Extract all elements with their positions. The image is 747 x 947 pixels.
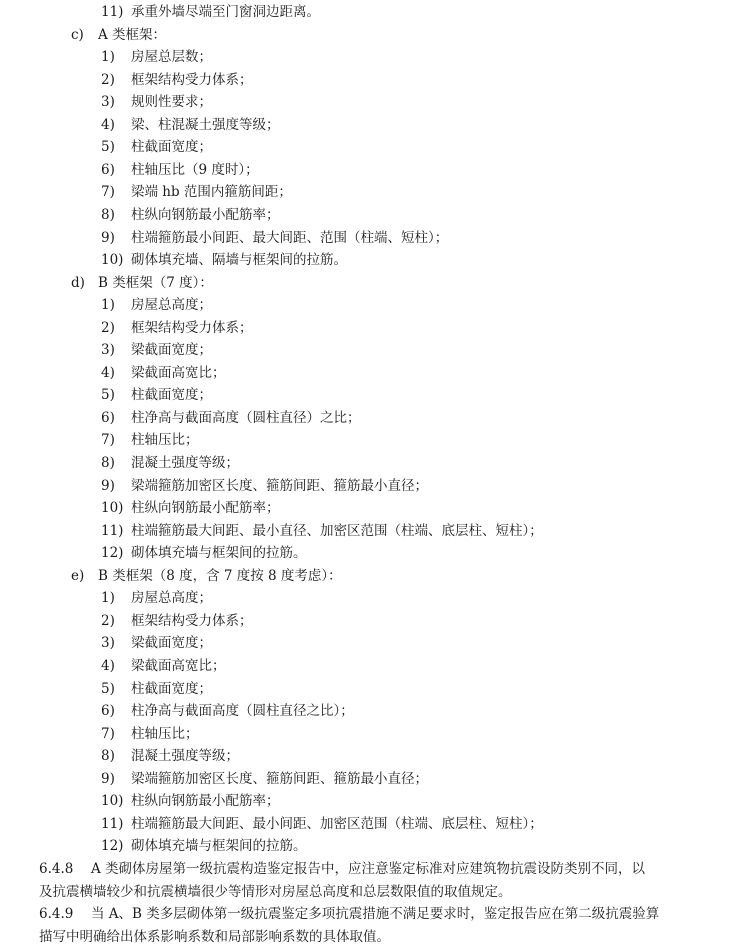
list-item-number: 3) <box>101 342 115 359</box>
list-item-number: 1) <box>101 297 115 314</box>
list-item-text: 柱截面宽度； <box>131 139 212 156</box>
list-item-number: 7) <box>101 184 115 201</box>
list-item-text: 柱净高与截面高度（圆柱直径）之比； <box>131 409 361 426</box>
list-item-number: 8) <box>101 748 115 765</box>
list-item-number: 1) <box>101 49 115 66</box>
section-title: A 类框架： <box>98 26 167 43</box>
clause-continuation: 描写中明确给出体系影响系数和局部影响系数的具体取值。 <box>39 928 390 945</box>
list-item-text: 砌体填充墙、隔墙与框架间的拉筋。 <box>131 252 347 269</box>
list-item-number: 10) <box>101 793 124 810</box>
section-label: c) <box>71 26 84 43</box>
list-item-text: 承重外墙尽端至门窗洞边距离。 <box>131 4 320 20</box>
list-item-text: 柱截面宽度； <box>131 387 212 404</box>
list-item-text: 框架结构受力体系； <box>131 71 253 88</box>
list-item-number: 5) <box>101 387 115 404</box>
list-item-text: 梁截面高宽比； <box>131 658 226 674</box>
list-item-number: 10) <box>101 500 124 517</box>
list-item-text: 柱纵向钢筋最小配筋率； <box>131 793 280 810</box>
list-item-text: 框架结构受力体系； <box>131 612 253 629</box>
list-item-number: 12) <box>101 545 124 562</box>
list-item-number: 5) <box>101 680 115 697</box>
list-item-text: 梁端 hb 范围内箍筋间距； <box>131 184 292 201</box>
list-item-text: 柱净高与截面高度（圆柱直径之比）； <box>131 703 354 720</box>
list-item-text: 梁截面宽度； <box>131 342 212 359</box>
list-item-number: 4) <box>101 658 115 674</box>
list-item-text: 柱轴压比； <box>131 432 199 449</box>
list-item-number: 10) <box>101 252 124 269</box>
list-item-text: 框架结构受力体系； <box>131 319 253 336</box>
list-item-number: 6) <box>101 161 115 178</box>
list-item-text: 房屋总层数； <box>131 49 212 66</box>
section-label: d) <box>71 274 85 291</box>
list-item-number: 8) <box>101 455 115 471</box>
section-label: e) <box>71 567 85 584</box>
list-item-number: 5) <box>101 139 115 156</box>
list-item-text: 梁截面高宽比； <box>131 364 226 381</box>
list-item-number: 11) <box>101 4 124 20</box>
list-item-number: 4) <box>101 364 115 381</box>
list-item-text: 规则性要求； <box>131 94 212 111</box>
list-item-text: 砌体填充墙与框架间的拉筋。 <box>131 545 307 562</box>
list-item-number: 9) <box>101 477 115 494</box>
list-item-text: 柱端箍筋最小间距、最大间距、范围（柱端、短柱）； <box>131 229 449 246</box>
list-item-number: 7) <box>101 725 115 742</box>
list-item-text: 柱端箍筋最大间距、最小间距、加密区范围（柱端、底层柱、短柱）； <box>131 815 543 832</box>
clause-number: 6.4.8 <box>39 860 74 877</box>
list-item-number: 11) <box>101 522 124 539</box>
list-item-text: 混凝土强度等级； <box>131 748 239 765</box>
section-title: B 类框架（7 度）： <box>98 274 213 291</box>
list-item-number: 9) <box>101 229 115 246</box>
list-item-number: 7) <box>101 432 115 449</box>
list-item-text: 梁截面宽度； <box>131 635 212 652</box>
list-item-text: 柱轴压比（9 度时）； <box>131 161 259 178</box>
list-item-number: 3) <box>101 94 115 111</box>
list-item-text: 梁端箍筋加密区长度、箍筋间距、箍筋最小直径； <box>131 770 428 787</box>
clause-text: A 类砌体房屋第一级抗震构造鉴定报告中，应注意鉴定标准对应建筑物抗震设防类别不同，以 <box>91 860 646 877</box>
section-title: B 类框架（8 度，含 7 度按 8 度考虑）： <box>98 567 342 584</box>
clause-text: 当 A、B 类多层砌体第一级抗震鉴定多项抗震措施不满足要求时，鉴定报告应在第二级抗震验算 <box>91 906 660 922</box>
clause-continuation: 及抗震横墙较少和抗震横墙很少等情形对房屋总高度和总层数限值的取值规定。 <box>39 883 512 900</box>
list-item-number: 1) <box>101 590 115 607</box>
list-item-number: 8) <box>101 207 115 223</box>
list-item-text: 房屋总高度； <box>131 590 212 607</box>
list-item-number: 6) <box>101 703 115 720</box>
list-item-text: 砌体填充墙与框架间的拉筋。 <box>131 838 307 855</box>
list-item-text: 柱截面宽度； <box>131 680 212 697</box>
clause-number: 6.4.9 <box>39 906 74 922</box>
list-item-text: 梁、柱混凝土强度等级； <box>131 116 280 133</box>
list-item-text: 柱纵向钢筋最小配筋率； <box>131 207 280 223</box>
list-item-number: 2) <box>101 612 115 629</box>
list-item-text: 柱端箍筋最大间距、最小直径、加密区范围（柱端、底层柱、短柱）； <box>131 522 543 539</box>
list-item-text: 柱轴压比； <box>131 725 199 742</box>
list-item-number: 4) <box>101 116 115 133</box>
list-item-text: 梁端箍筋加密区长度、箍筋间距、箍筋最小直径； <box>131 477 428 494</box>
list-item-number: 3) <box>101 635 115 652</box>
list-item-number: 2) <box>101 71 115 88</box>
list-item-number: 2) <box>101 319 115 336</box>
list-item-text: 房屋总高度； <box>131 297 212 314</box>
list-item-number: 11) <box>101 815 124 832</box>
list-item-text: 柱纵向钢筋最小配筋率； <box>131 500 280 517</box>
list-item-text: 混凝土强度等级； <box>131 455 239 471</box>
list-item-number: 9) <box>101 770 115 787</box>
list-item-number: 6) <box>101 409 115 426</box>
list-item-number: 12) <box>101 838 124 855</box>
